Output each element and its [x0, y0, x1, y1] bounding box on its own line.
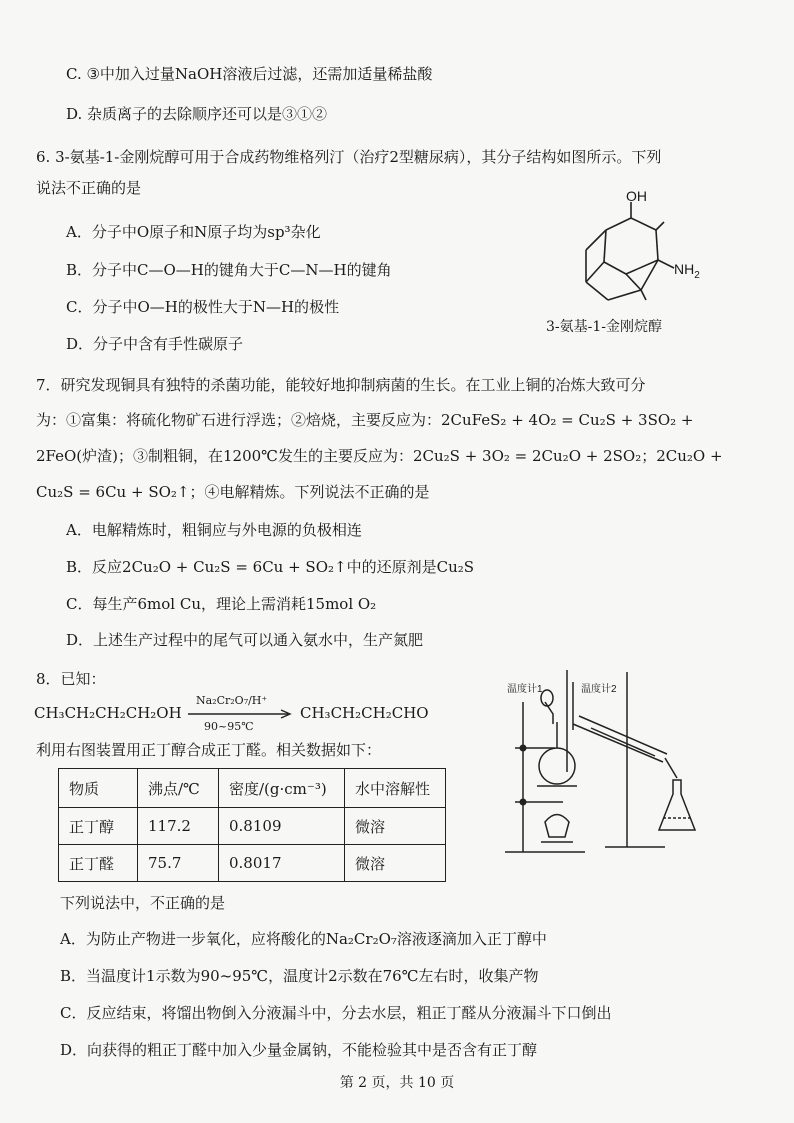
- reaction-reagent: Na₂Cr₂O₇/H⁺: [196, 694, 268, 707]
- option-c-prev: C. ③中加入过量NaOH溶液后过滤，还需加适量稀盐酸: [66, 65, 433, 83]
- q6-stem-line1: 6. 3-氨基-1-金刚烷醇可用于合成药物维格列汀（治疗2型糖尿病），其分子结构如图所示。下列: [36, 148, 662, 166]
- q7-stem-line2: 为：①富集：将硫化物矿石进行浮选；②焙烧，主要反应为：2CuFeS₂ + 4O₂ = Cu₂S + 3SO₂ +: [36, 411, 694, 429]
- q7-stem-line3: 2FeO(炉渣)；③制粗铜，在1200℃发生的主要反应为：2Cu₂S + 3O₂ = 2Cu₂O + 2SO₂；2Cu₂O +: [36, 447, 723, 465]
- q7-stem-line4: Cu₂S = 6Cu + SO₂↑；④电解精炼。下列说法不正确的是: [36, 483, 430, 501]
- table-cell: 75.7: [138, 845, 219, 882]
- q7-option-c: C．每生产6mol Cu，理论上需消耗15mol O₂: [66, 595, 377, 613]
- molecule-caption: 3-氨基-1-金刚烷醇: [546, 319, 663, 335]
- q8-stem: 8．已知：: [36, 670, 106, 688]
- option-d-prev: D. 杂质离子的去除顺序还可以是③①②: [66, 105, 328, 123]
- q6-stem-line2: 说法不正确的是: [36, 179, 142, 197]
- nh2-label: $NH_2$: [674, 261, 700, 281]
- table-cell: 0.8017: [219, 845, 345, 882]
- table-row: [59, 808, 446, 845]
- table-header: 密度/(g·cm⁻³): [219, 769, 345, 808]
- q7-stem-line1: 7．研究发现铜具有独特的杀菌功能，能较好地抑制病菌的生长。在工业上铜的冶炼大致可分: [36, 376, 646, 394]
- page-footer: 第 2 页，共 10 页: [339, 1075, 455, 1091]
- q6-option-a: A．分子中O原子和N原子均为sp³杂化: [66, 223, 321, 241]
- reaction-arrow: [186, 708, 296, 720]
- q7-option-b: B．反应2Cu₂O + Cu₂S = 6Cu + SO₂↑中的还原剂是Cu₂S: [66, 558, 475, 576]
- table-cell: 117.2: [138, 808, 219, 845]
- table-header: 沸点/℃: [138, 769, 219, 808]
- q6-option-c: C．分子中O—H的极性大于N—H的极性: [66, 298, 340, 316]
- table-cell: 微溶: [345, 808, 446, 845]
- q8-question: 下列说法中，不正确的是: [60, 894, 226, 912]
- table-header: 水中溶解性: [345, 769, 446, 808]
- table-cell: 微溶: [345, 845, 446, 882]
- adamantane-molecule-figure: [546, 190, 716, 325]
- table-cell: 0.8109: [219, 808, 345, 845]
- table-cell: 正丁醛: [59, 845, 138, 882]
- reaction-product: CH₃CH₂CH₂CHO: [300, 704, 429, 722]
- reaction-temperature: 90~95℃: [204, 720, 254, 733]
- q7-option-d: D．上述生产过程中的尾气可以通入氨水中，生产氮肥: [66, 631, 424, 649]
- q8-option-d: D．向获得的粗正丁醛中加入少量金属钠，不能检验其中是否含有正丁醇: [60, 1041, 538, 1059]
- q8-option-a: A．为防止产物进一步氧化，应将酸化的Na₂Cr₂O₇溶液逐滴加入正丁醇中: [60, 930, 547, 948]
- q8-option-c: C．反应结束，将馏出物倒入分液漏斗中，分去水层，粗正丁醛从分液漏斗下口倒出: [60, 1004, 612, 1022]
- q6-option-d: D．分子中含有手性碳原子: [66, 335, 244, 353]
- q7-option-a: A．电解精炼时，粗铜应与外电源的负极相连: [66, 521, 362, 539]
- distillation-apparatus-figure: [495, 662, 700, 857]
- table-header-row: [59, 769, 446, 808]
- thermometer2-label: 温度计2: [581, 684, 617, 695]
- q8-option-b: B．当温度计1示数为90~95℃，温度计2示数在76℃左右时，收集产物: [60, 967, 539, 985]
- table-header: 物质: [59, 769, 138, 808]
- thermometer1-label: 温度计1: [507, 684, 543, 695]
- table-cell: 正丁醇: [59, 808, 138, 845]
- reaction-reactant: CH₃CH₂CH₂CH₂OH: [34, 704, 182, 722]
- oh-label: OH: [626, 190, 647, 204]
- data-table: [58, 768, 446, 882]
- q6-option-b: B．分子中C—O—H的键角大于C—N—H的键角: [66, 261, 392, 279]
- table-row: [59, 845, 446, 882]
- q8-intro: 利用右图装置用正丁醇合成正丁醛。相关数据如下：: [36, 741, 382, 759]
